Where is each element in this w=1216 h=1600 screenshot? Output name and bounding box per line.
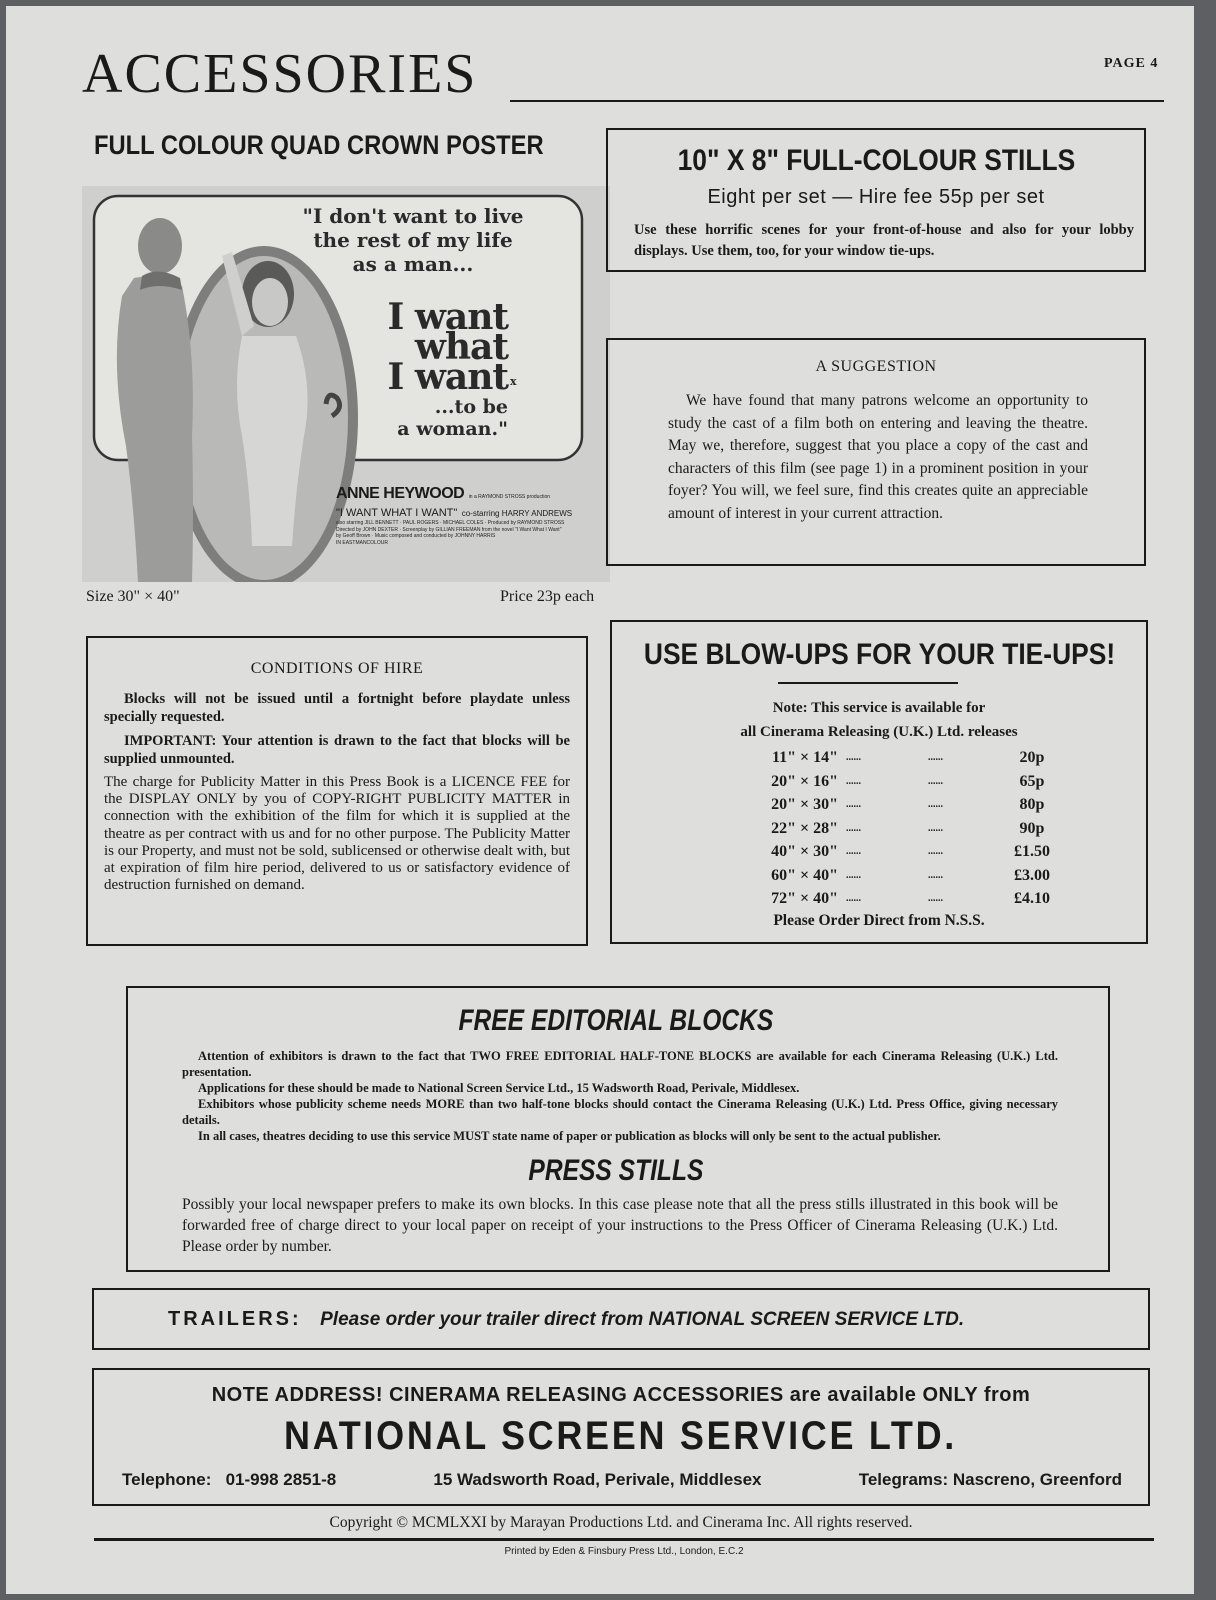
stills-box bbox=[606, 128, 1146, 272]
blowups-note-line1: Note: This service is available for bbox=[772, 700, 986, 716]
price-size: 40" × 30" bbox=[771, 843, 838, 860]
blowups-price-list bbox=[748, 746, 1062, 911]
press-book-page bbox=[6, 6, 1194, 1594]
poster-film-name: "I WANT WHAT I WANT" bbox=[336, 507, 458, 519]
stills-subheading: Eight per set — Hire fee 55p per set bbox=[707, 186, 1045, 208]
price-size: 60" × 40" bbox=[771, 866, 838, 884]
printer-credit: Printed by Eden & Finsbury Press Ltd., London, E.C.2 bbox=[504, 1546, 744, 1557]
poster-heading: FULL COLOUR QUAD CROWN POSTER bbox=[94, 130, 544, 160]
stills-body: Use these horrific scenes for your front-of-house and also for your lobby displays. Use them, too, for your window tie-ups. bbox=[634, 222, 1134, 259]
price-dots: ...... bbox=[928, 775, 943, 787]
suggestion-box bbox=[606, 338, 1146, 566]
price-value: £3.00 bbox=[1014, 866, 1050, 884]
poster-image bbox=[82, 186, 610, 582]
price-dots: ...... bbox=[928, 869, 943, 881]
price-dots: ...... bbox=[846, 822, 861, 834]
price-size: 22" × 28" bbox=[771, 819, 838, 837]
price-row bbox=[748, 887, 1062, 911]
footer-rule bbox=[94, 1538, 1154, 1541]
blowups-rule bbox=[778, 682, 958, 684]
poster-film-title: what bbox=[414, 326, 508, 368]
editorial-p1: Attention of exhibitors is drawn to the fact that TWO FREE EDITORIAL HALF-TONE BLOCKS are available for each Cinerama Releasing (U.K.) Ltd. presentation. bbox=[182, 1049, 1058, 1079]
title-rule bbox=[510, 100, 1164, 102]
blowups-box bbox=[610, 620, 1148, 944]
price-dots: ...... bbox=[928, 846, 943, 857]
poster-credits-line: by Geoff Brown · Music composed and conducted by JOHNNY HARRIS bbox=[336, 533, 496, 539]
trailers-label: TRAILERS: bbox=[168, 1308, 302, 1330]
poster-credits-line: also starring JILL BENNETT · PAUL ROGERS · MICHAEL COLES · Produced by RAYMOND STROSS bbox=[336, 520, 565, 526]
editorial-p2: Applications for these should be made to National Screen Service Ltd., 15 Wadsworth Road, Perivale, Middlesex. bbox=[198, 1081, 800, 1095]
address-line1: NOTE ADDRESS! CINERAMA RELEASING ACCESSORIES are available ONLY from bbox=[211, 1384, 1031, 1406]
trailers-box bbox=[92, 1288, 1150, 1350]
blowups-footer: Please Order Direct from N.S.S. bbox=[773, 912, 985, 929]
price-size: 72" × 40" bbox=[771, 890, 838, 907]
telephone-label: Telephone: bbox=[122, 1470, 212, 1489]
telegrams: Telegrams: Nascreno, Greenford bbox=[858, 1470, 1122, 1489]
price-row bbox=[748, 817, 1062, 841]
poster-tagline: a woman." bbox=[397, 418, 508, 440]
conditions-box bbox=[86, 636, 588, 946]
price-dots: ...... bbox=[928, 752, 943, 763]
poster-quote-line: "I don't want to live bbox=[302, 204, 524, 228]
poster-star-credit: in a RAYMOND STROSS production bbox=[468, 494, 551, 500]
price-value: 20p bbox=[1019, 749, 1045, 766]
conditions-p2: IMPORTANT: Your attention is drawn to the fact that blocks will be supplied unmounted. bbox=[104, 733, 570, 767]
price-row bbox=[748, 793, 1062, 817]
price-dots: ...... bbox=[928, 799, 943, 810]
poster-credits-line: Directed by JOHN DEXTER · Screenplay by GILLIAN FREEMAN from the novel "I Want What I Want" bbox=[336, 526, 562, 533]
address-box bbox=[92, 1368, 1150, 1506]
suggestion-body: We have found that many patrons welcome an opportunity to study the cast of a film both on entering and leaving the theatre. May we, therefore, suggest that you place a copy of the cast and characters of this film (see page 1) in a prominent position in your foyer? You will, we feel sure, find this creates quite an appreciable amount of interest in your current attraction. bbox=[668, 392, 1088, 522]
editorial-p4: In all cases, theatres deciding to use this service MUST state name of paper or publication as blocks will only be sent to the actual publisher. bbox=[198, 1129, 941, 1143]
editorial-heading: FREE EDITORIAL BLOCKS bbox=[458, 1004, 774, 1037]
press-stills-body: Possibly your local newspaper prefers to make its own blocks. In this case please note that all the press stills illustrated in this book will be forwarded free of charge direct to your local paper on receipt of your instructions to the Press Officer of Cinerama Releasing (U.K.) Ltd. Please order by number. bbox=[182, 1196, 1058, 1255]
price-row bbox=[748, 840, 1062, 864]
poster-tagline: ...to be bbox=[434, 396, 508, 418]
price-row bbox=[748, 864, 1062, 888]
poster-star: ANNE HEYWOOD bbox=[336, 485, 465, 502]
trailers-text: Please order your trailer direct from NATIONAL SCREEN SERVICE LTD. bbox=[320, 1309, 965, 1330]
poster-quote-line: the rest of my life bbox=[313, 228, 513, 252]
poster-price: Price 23p each bbox=[500, 588, 595, 605]
address-company: NATIONAL SCREEN SERVICE LTD. bbox=[283, 1414, 958, 1458]
copyright: Copyright © MCMLXXI by Marayan Productions Ltd. and Cinerama Inc. All rights reserved. bbox=[329, 1514, 913, 1531]
poster-certificate: x bbox=[510, 375, 517, 388]
price-dots: ...... bbox=[846, 752, 861, 763]
poster-film-title: I want bbox=[387, 296, 508, 338]
poster-credits-line: IN EASTMANCOLOUR bbox=[336, 539, 388, 546]
price-dots: ...... bbox=[928, 893, 943, 904]
price-dots: ...... bbox=[928, 822, 943, 834]
page-number: PAGE 4 bbox=[1104, 56, 1159, 71]
poster-film-title: I want bbox=[387, 356, 508, 398]
editorial-box bbox=[126, 986, 1110, 1272]
price-value: £1.50 bbox=[1014, 843, 1050, 860]
price-dots: ...... bbox=[846, 893, 861, 904]
price-value: 90p bbox=[1019, 819, 1045, 837]
poster-quote-line: as a man... bbox=[352, 252, 474, 276]
press-stills-heading: PRESS STILLS bbox=[528, 1154, 704, 1187]
poster-costar: co-starring HARRY ANDREWS bbox=[461, 509, 573, 518]
conditions-p1: Blocks will not be issued until a fortnight before playdate unless specially requested. bbox=[104, 691, 570, 725]
stills-heading: 10" X 8" FULL-COLOUR STILLS bbox=[677, 144, 1076, 177]
price-dots: ...... bbox=[846, 846, 861, 857]
price-value: 65p bbox=[1019, 772, 1045, 790]
editorial-p3: Exhibitors whose publicity scheme needs MORE than two half-tone blocks should contact the Cinerama Releasing (U.K.) Ltd. Press Office, giving necessary details. bbox=[182, 1097, 1058, 1127]
blowups-heading: USE BLOW-UPS FOR YOUR TIE-UPS! bbox=[643, 638, 1116, 671]
conditions-heading: CONDITIONS OF HIRE bbox=[250, 660, 424, 677]
price-size: 20" × 16" bbox=[771, 772, 838, 790]
street-address: 15 Wadsworth Road, Perivale, Middlesex bbox=[433, 1470, 762, 1489]
conditions-p3: The charge for Publicity Matter in this Press Book is a LICENCE FEE for the DISPLAY ONLY by you of COPY-RIGHT PUBLICITY MATTER in connection with the exhibition of the film for which it is supplied at the theatre as per contract with us and for no other purpose. The Publicity Matter is our Property, and must not be sold, sublicensed or otherwise dealt with, but at expiration of film hire period, delivered to us or satisfactory evidence of destruction furnished on demand. bbox=[104, 774, 570, 894]
price-size: 11" × 14" bbox=[772, 749, 838, 766]
price-row bbox=[748, 746, 1062, 770]
price-value: £4.10 bbox=[1014, 890, 1050, 907]
price-size: 20" × 30" bbox=[771, 796, 838, 813]
price-value: 80p bbox=[1019, 796, 1045, 813]
telephone-number: 01-998 2851-8 bbox=[225, 1470, 337, 1489]
suggestion-heading: A SUGGESTION bbox=[815, 358, 937, 375]
price-dots: ...... bbox=[846, 775, 861, 787]
price-dots: ...... bbox=[846, 799, 861, 810]
price-dots: ...... bbox=[846, 869, 861, 881]
blowups-note-line2: all Cinerama Releasing (U.K.) Ltd. releases bbox=[740, 724, 1018, 740]
price-row bbox=[748, 770, 1062, 794]
poster-size: Size 30" × 40" bbox=[86, 588, 180, 605]
page-title: ACCESSORIES bbox=[82, 43, 478, 105]
